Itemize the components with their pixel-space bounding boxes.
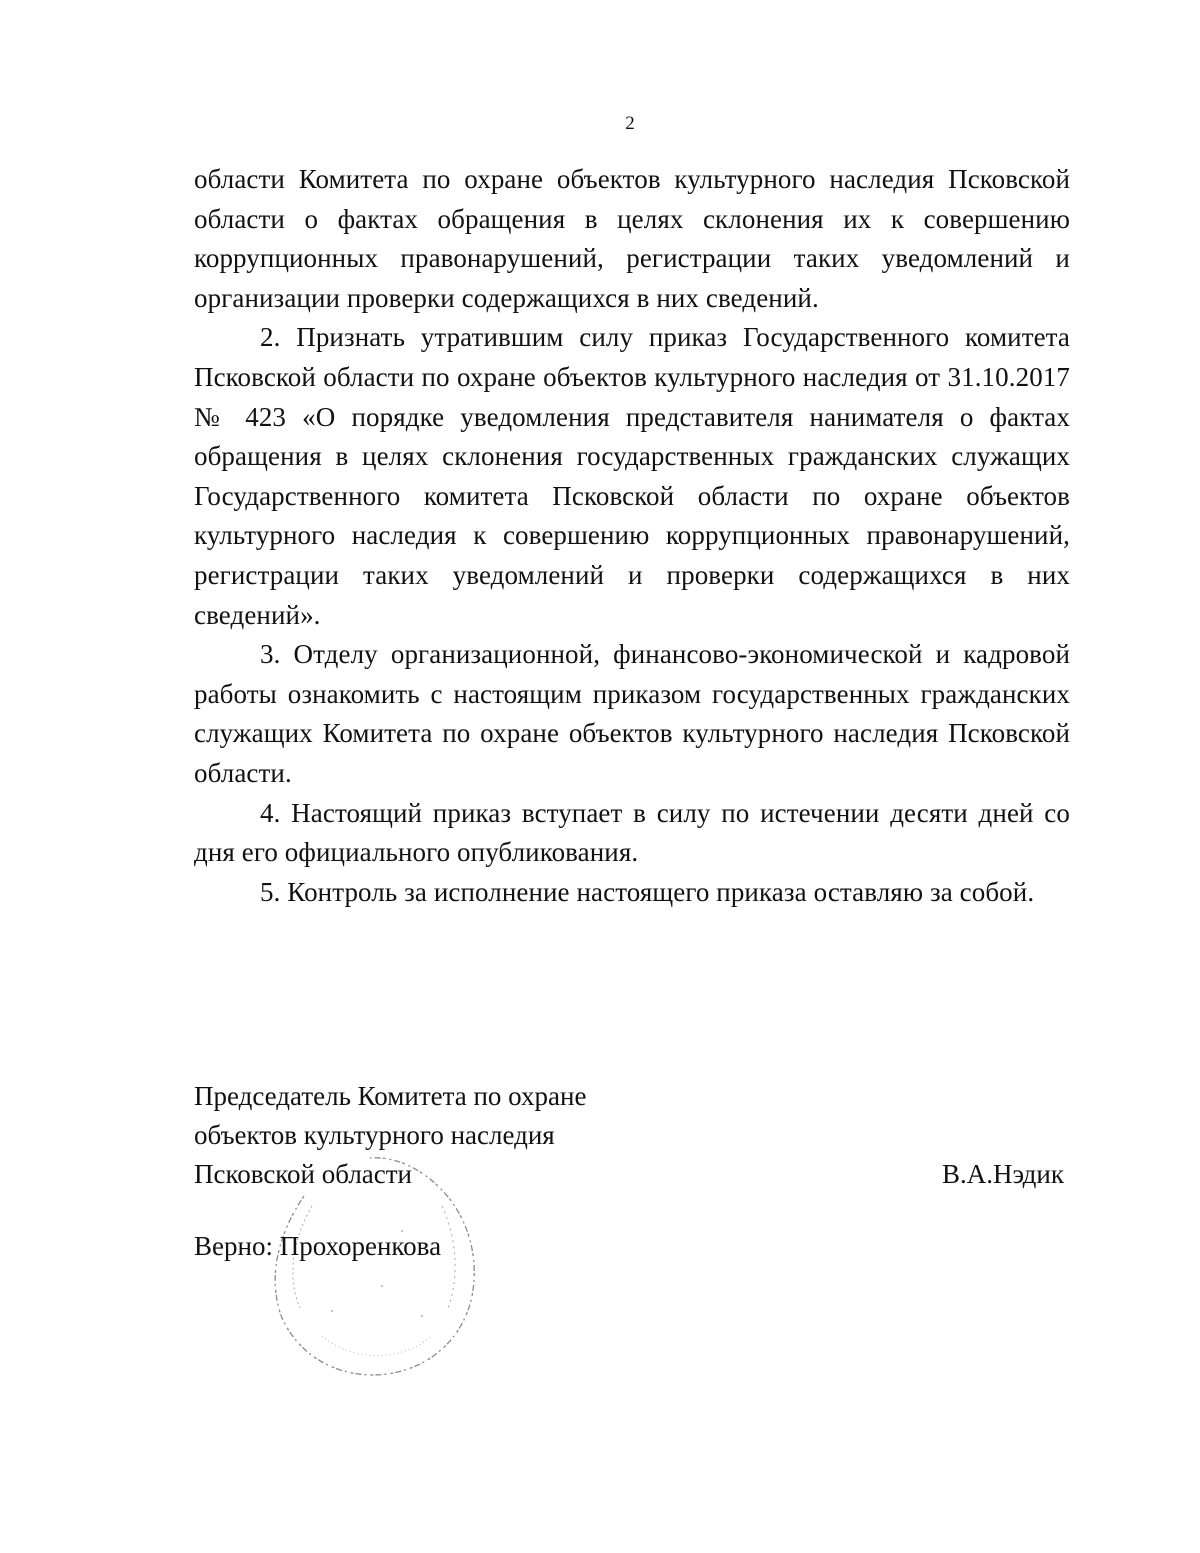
signature-position-line-2: объектов культурного наследия [194, 1120, 555, 1150]
document-body [194, 160, 1070, 912]
paragraph-item-3: 3. Отделу организационной, финансово-экономической и кадровой работы ознакомить с настоящим приказом государственных гражданских служащих Комитета по охране объектов культурного наследия Псковской области. [194, 639, 1070, 788]
page-number: 2 [625, 113, 635, 134]
paragraph-item-5: 5. Контроль за исполнение настоящего приказа оставляю за собой. [260, 876, 1035, 907]
signature-block [194, 1078, 1070, 1378]
paragraph-item-4: 4. Настоящий приказ вступает в силу по истечении десяти дней со дня его официального опубликования. [194, 797, 1070, 868]
signature-position-line-3: Псковской области [194, 1159, 413, 1189]
certification-note: Верно: Прохоренкова [194, 1231, 442, 1261]
paragraph-continuation: области Комитета по охране объектов культурного наследия Псковской области о фактах обращения в целях склонения их к совершению коррупционных правонарушений, регистрации таких уведомлений и организации проверки содержащихся в них сведений. [194, 164, 1070, 313]
signatory-name: В.А.Нэдик [941, 1159, 1064, 1189]
signature-position-line-1: Председатель Комитета по охране [194, 1081, 587, 1111]
paragraph-item-2: 2. Признать утратившим силу приказ Государственного комитета Псковской области по охране объектов культурного наследия от 31.10.2017 № 423 «О порядке уведомления представителя нанимателя о фактах обращения в целях склонения государственных гражданских служащих Государственного комитета Псковской области по охране объектов культурного наследия к совершению коррупционных правонарушений, регистрации таких уведомлений и проверки содержащихся в них сведений». [194, 322, 1070, 630]
